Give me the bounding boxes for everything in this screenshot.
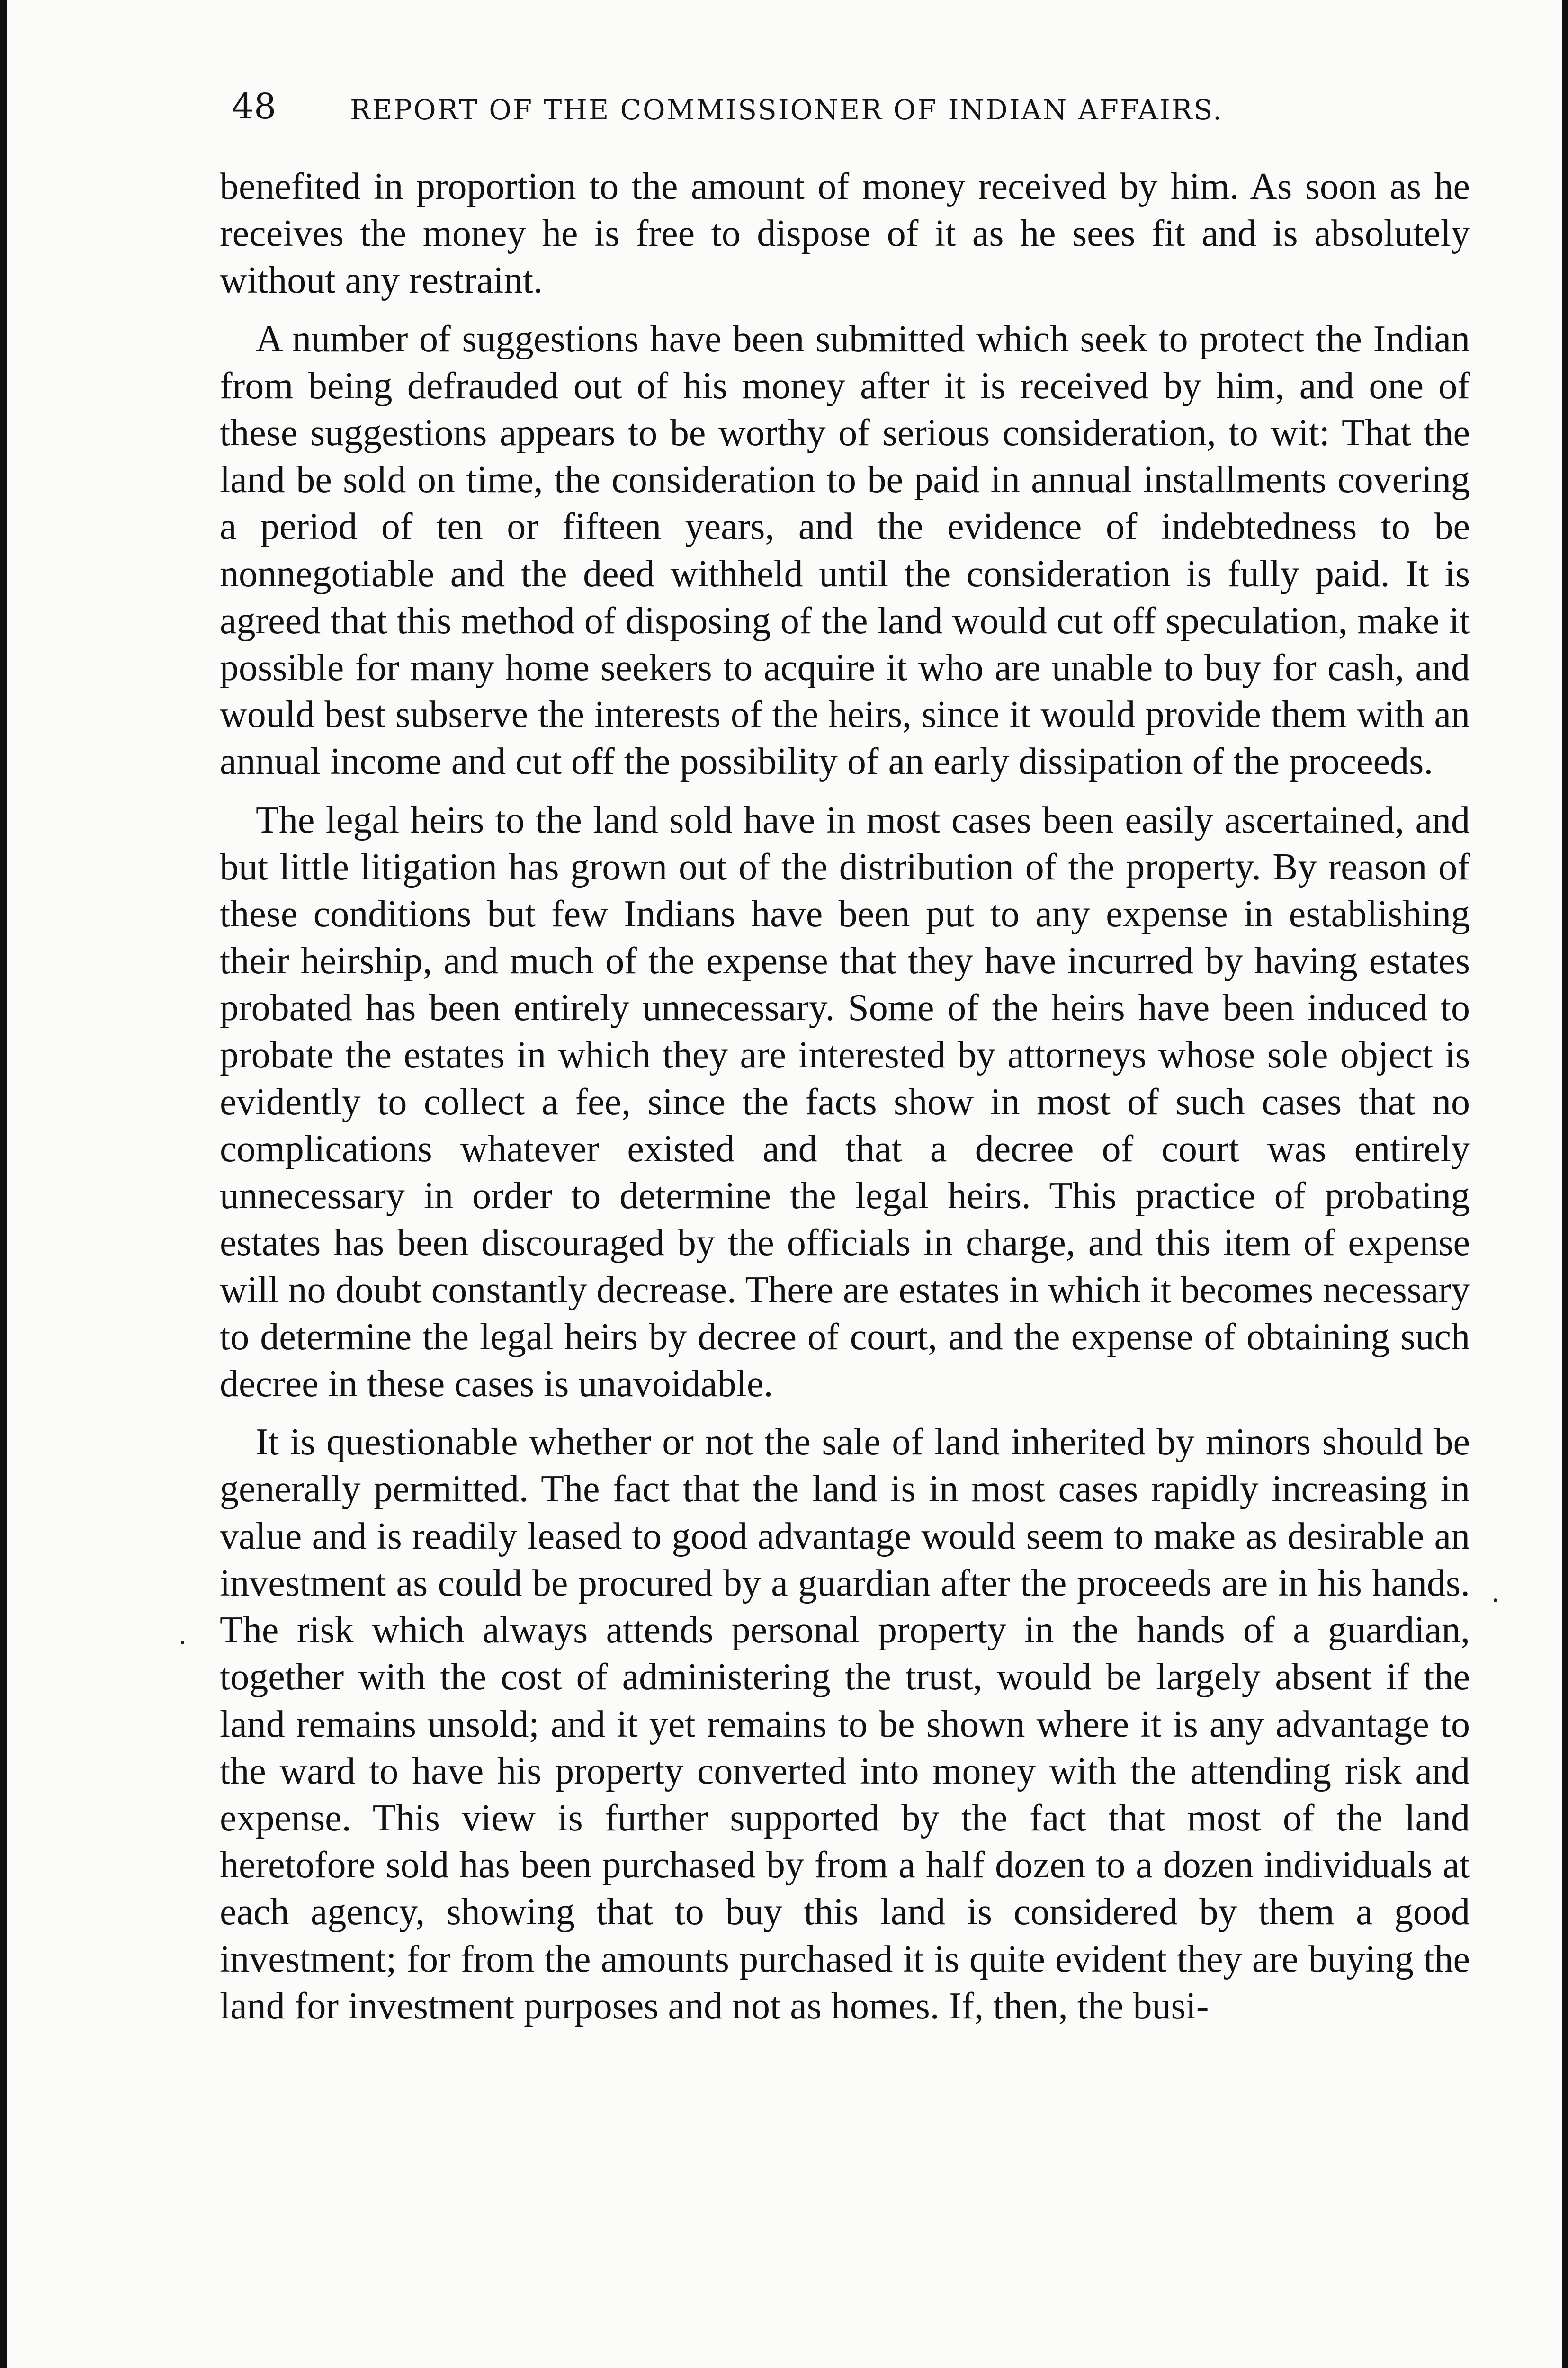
ink-speck: [1494, 1598, 1497, 1602]
body-text: [220, 163, 1470, 2030]
paragraph-continuation: benefited in proportion to the amount of money received by him. As soon as he receives the money he is free to dispose of it as he sees fit and is absolutely without any restraint.: [220, 166, 1470, 302]
page-number: 48: [232, 86, 277, 127]
running-title: REPORT OF THE COMMISSIONER OF INDIAN AFFAIRS.: [350, 94, 1223, 126]
ink-speck: [181, 1641, 184, 1644]
page-header: [232, 83, 1368, 135]
paragraph-legal-heirs: The legal heirs to the land sold have in most cases been easily ascertained, and but little litigation has grown out of the distribution of the property. By reason of these conditions but few Indians have been put to any expense in establishing their heirship, and much of the expense that they have incurred by having estates probated has been entirely unnecessary. Some of the heirs have been induced to probate the estates in which they are interested by attorneys whose sole object is evidently to collect a fee, since the facts show in most of such cases that no complications whatever existed and that a decree of court was entirely unnecessary in order to determine the legal heirs. This practice of probating estates has been discouraged by the officials in charge, and this item of expense will no doubt constantly decrease. There are estates in which it becomes necessary to determine the legal heirs by decree of court, and the expense of obtaining such decree in these cases is unavoidable.: [220, 799, 1470, 1405]
paragraph-suggestions: A number of suggestions have been submitted which seek to protect the Indian from being defrauded out of his money after it is received by him, and one of these suggestions appears to be worthy of serious consideration, to wit: That the land be sold on time, the consideration to be paid in annual installments covering a period of ten or fifteen years, and the evidence of indebtedness to be nonnegotiable and the deed withheld until the consideration is fully paid. It is agreed that this method of disposing of the land would cut off speculation, make it possible for many home seekers to acquire it who are unable to buy for cash, and would best subserve the interests of the heirs, since it would provide them with an annual income and cut off the possibility of an early dissipation of the proceeds.: [220, 318, 1470, 783]
paragraph-minors: It is questionable whether or not the sale of land inherited by minors should be generally permitted. The fact that the land is in most cases rapidly increasing in value and is readily leased to good advantage would seem to make as desirable an investment as could be procured by a guardian after the proceeds are in his hands. The risk which always attends personal property in the hands of a guardian, together with the cost of administering the trust, would be largely absent if the land remains unsold; and it yet remains to be shown where it is any advantage to the ward to have his property converted into money with the attending risk and expense. This view is further supported by the fact that most of the land heretofore sold has been purchased by from a half dozen to a dozen individuals at each agency, showing that to buy this land is considered by them a good investment; for from the amounts purchased it is quite evident they are buying the land for investment purposes and not as homes. If, then, the busi-: [220, 1421, 1470, 2027]
